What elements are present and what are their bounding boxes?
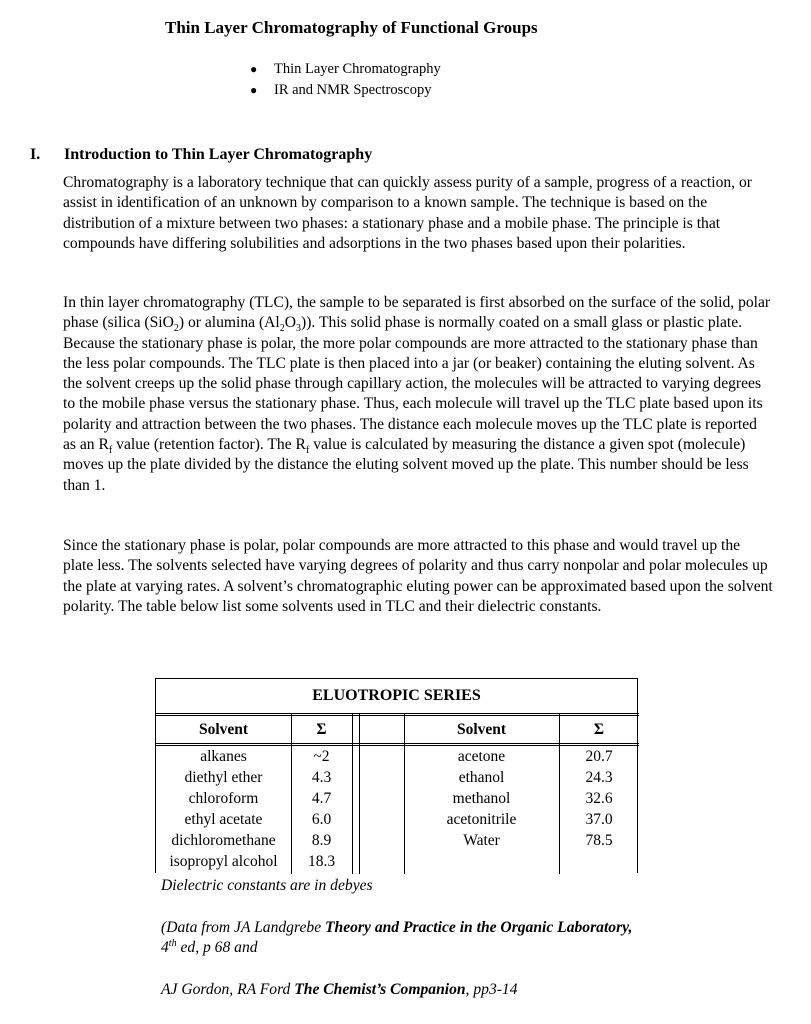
table-cell: dichloromethane <box>171 832 276 849</box>
table-cell: ethyl acetate <box>184 811 263 828</box>
text-run: ) or alumina (Al <box>178 314 280 332</box>
bullet-icon: ● <box>250 83 258 97</box>
ref-text: ed, p 68 and <box>176 939 258 956</box>
ref-text: , pp3-14 <box>465 981 518 998</box>
paragraph-intro: Chromatography is a laboratory technique that can quickly assess purity of a sample, progress of a reaction, or assist in identification of an unknown by comparison to a known sample. The technique is based on the distribution of a mixture between two phases: a stationary phase and a mobile phase. The principle is that compounds have differing solubilities and adsorptions in the two phases based upon their polarities. <box>63 174 752 252</box>
text-run: value (retention factor). The R <box>112 436 306 454</box>
table-divider <box>352 714 353 874</box>
ref-text: 4 <box>161 939 169 956</box>
table-rule <box>156 715 639 716</box>
header-solvent: Solvent <box>198 721 249 738</box>
section-title: Introduction to Thin Layer Chromatography <box>64 146 373 163</box>
text-run: value is calculated by measuring the distance a given spot (molecule) moves up the plate divided by the distance the eluting solvent moved up the plate. This number should be less than 1. <box>63 436 749 494</box>
table-cell: acetone <box>457 748 506 765</box>
table-cell: 20.7 <box>585 748 613 765</box>
eluotropic-table <box>155 678 638 873</box>
table-cell: 6.0 <box>311 811 332 828</box>
table-cell: 24.3 <box>585 769 613 786</box>
table-divider <box>359 714 360 874</box>
bullet-item <box>250 80 441 101</box>
bullet-item <box>250 59 441 80</box>
table-cell: 78.5 <box>585 832 613 849</box>
section-heading <box>30 146 372 164</box>
table-cell: ethanol <box>458 769 505 786</box>
bullet-icon: ● <box>250 62 258 76</box>
table-title: ELUOTROPIC SERIES <box>312 687 481 704</box>
ref-text: (Data from JA Landgrebe <box>161 919 326 936</box>
reference-landgrebe <box>161 918 632 958</box>
table-note: Dielectric constants are in debyes <box>161 877 373 894</box>
subscript: 2 <box>173 323 179 335</box>
table-cell: 4.7 <box>311 790 332 807</box>
subscript: f <box>108 445 113 457</box>
ref-book-title: Theory and Practice in the Organic Laboratory, <box>325 919 633 936</box>
table-cell: diethyl ether <box>184 769 263 786</box>
text-run: O <box>284 314 297 332</box>
header-solvent: Solvent <box>456 721 507 738</box>
subscript: f <box>305 445 310 457</box>
header-sigma: Σ <box>593 721 605 738</box>
superscript: th <box>168 937 177 949</box>
bullet-list <box>250 59 441 101</box>
paragraph-polarity: Since the stationary phase is polar, polar compounds are more attracted to this phase and would travel up the plate less. The solvents selected have varying degrees of polarity and thus carry nonpolar and polar molecules up the plate at varying rates. A solvent’s chromatographic eluting power can be approximated based upon the solvent polarity. The table below list some solvents used in TLC and their dielectric constants. <box>63 537 773 615</box>
table-cell: 32.6 <box>585 790 613 807</box>
table-cell: methanol <box>452 790 511 807</box>
section-number: I. <box>30 146 41 163</box>
bullet-text: Thin Layer Chromatography <box>274 61 441 77</box>
table-cell: 4.3 <box>311 769 332 786</box>
table-cell: 37.0 <box>585 811 613 828</box>
table-cell: acetonitrile <box>446 811 517 828</box>
subscript: 3 <box>296 323 302 335</box>
paragraph-tlc <box>63 293 773 496</box>
reference-gordon <box>161 980 518 1000</box>
table-rule <box>156 743 639 744</box>
ref-text: AJ Gordon, RA Ford <box>161 981 295 998</box>
table-cell: Water <box>463 832 500 849</box>
subscript: 2 <box>279 323 285 335</box>
ref-book-title: The Chemist’s Companion <box>294 981 466 998</box>
document-title: Thin Layer Chromatography of Functional Groups <box>165 18 538 37</box>
table-cell: 8.9 <box>311 832 332 849</box>
table-cell: chloroform <box>188 790 259 807</box>
table-cell: 18.3 <box>307 853 336 870</box>
table-cell: ~2 <box>313 748 330 765</box>
table-cell: alkanes <box>200 748 247 765</box>
header-sigma: Σ <box>316 721 327 738</box>
text-run: In thin layer chromatography (TLC), the sample to be separated is first absorbed on the surface of the solid, polar phase (silica (SiO <box>63 294 771 332</box>
table-cell: isopropyl alcohol <box>169 853 278 870</box>
bullet-text: IR and NMR Spectroscopy <box>274 82 432 98</box>
table-rule <box>156 713 639 714</box>
text-run: )). This solid phase is normally coated on a small glass or plastic plate. Because the stationary phase is polar, the more polar compounds are more attracted to the stationary phase than the less polar compounds. The TLC plate is then placed into a jar (or beaker) containing the eluting solvent. As the solvent creeps up the solid phase through capillary action, the molecules will be attracted to varying degrees to the mobile phase versus the stationary phase. Thus, each molecule will travel up the TLC plate based upon its polarity and attraction between the two phases. The distance each molecule moves up the TLC plate is reported as an R <box>63 314 763 454</box>
